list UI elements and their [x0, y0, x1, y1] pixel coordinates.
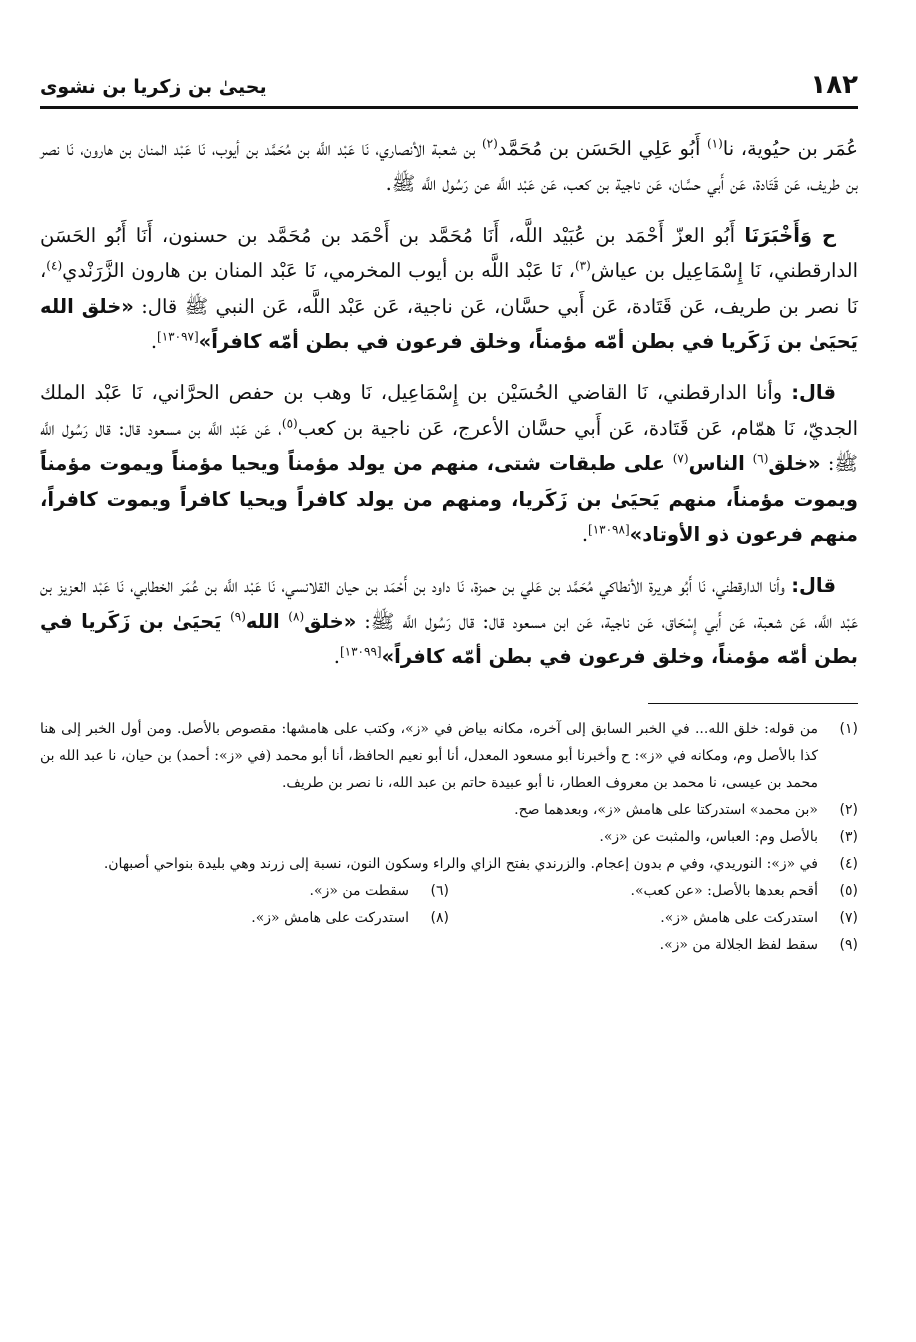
footnote-number: (٤)	[839, 855, 858, 872]
paragraph-3	[40, 375, 858, 552]
footnote-text: سقطت من «ز».	[309, 882, 409, 899]
bold-text: قال:	[791, 381, 836, 405]
footnote	[449, 905, 858, 932]
page-header	[40, 70, 858, 109]
footnote-text: «بن محمد» استدركتا على هامش «ز»، وبعدهما صح.	[514, 801, 818, 818]
footnote-text: استدركت على هامش «ز».	[660, 909, 818, 926]
running-title: يحيىٰ بن زكريا بن نشوى	[40, 76, 267, 98]
bold-text: قال:	[791, 574, 836, 598]
text-span: ، نَا نصر بن طريف، عَن قَتَادة، عَن أَبي حسَّان، عَن ناجية، عَن عَبْد اللَّه، عَن النبي ﷺ قال:	[40, 259, 858, 318]
footnote-number: (٦)	[430, 882, 449, 899]
footnote-marker: (٩)	[230, 609, 246, 624]
footnote-marker: (٧)	[672, 451, 689, 466]
footnote-number: (٧)	[839, 909, 858, 926]
footnote	[40, 878, 449, 905]
footnote-number: (٥)	[839, 882, 858, 899]
hadith-text: على طبقات شتى، منهم من يولد مؤمناً ويحيا مؤمناً ويموت مؤمناً ويموت مؤمناً، منهم يَحيَىٰ بن زَكَريا، ومنهم من يولد كافراً ويحيا كافراً ويموت كافراً، منهم فرعون ذو الأوتاد»	[40, 452, 858, 547]
main-text	[40, 131, 858, 675]
footnote-text: بالأصل وم: العباس، والمثبت عن «ز».	[599, 828, 818, 845]
book-page	[40, 70, 858, 959]
footnote-marker: (٢)	[481, 136, 498, 151]
bold-text: وَأَخْبَرَنَا	[744, 223, 812, 247]
hadith-number: [١٣٠٩٨]	[588, 522, 630, 537]
footnote-text: في «ز»: النوريدي، وفي م بدون إعجام. والزرندي بفتح الزاي والراء وسكون النون، نسبة إلى زرند وهي بليدة بنواحي أصبهان.	[103, 855, 818, 872]
footnote-marker: (١)	[706, 136, 723, 151]
text-span: عُمَر بن حيُوية، نا	[722, 137, 858, 160]
text-span: ، عَن عَبْد اللَّه بن مسعود قال: قال رَسُول اللَّه ﷺ:	[40, 416, 858, 476]
footnote-row	[40, 878, 858, 905]
paragraph-2	[40, 218, 858, 360]
hadith-text: «خلق	[304, 609, 357, 633]
footnote-marker: (٨)	[288, 609, 305, 624]
footnote	[40, 905, 449, 932]
hadith-text: يَحيَىٰ بن زَكَريا في بطن أمّه مؤمناً، وخلق فرعون في بطن أمّه كافراً»	[40, 609, 858, 669]
footnote-number: (٨)	[430, 909, 449, 926]
footnote	[40, 824, 858, 851]
paragraph-1	[40, 131, 858, 202]
footnote-row	[40, 905, 858, 932]
text-span: بن شعبة الأنصاري، نَا عَبْد اللَّه بن مُحَمَّد بن أيوب، نَا عَبْد المنان بن هارون، نَا نصر بن طريف، عَن قَتَادة، عَن أَبي حسَّان، عَن ناجية بن كعب، عَن عَبْد اللَّه عن رَسُول اللَّه ﷺ.	[40, 137, 858, 196]
page-number: ١٨٢	[810, 70, 858, 100]
footnote-divider	[648, 703, 858, 704]
text-span: .	[581, 523, 589, 547]
hadith-text: «خلق	[768, 452, 821, 476]
hadith-text: الله	[245, 609, 289, 633]
footnote-text: من قوله: خلق الله... في الخبر السابق إلى آخره، مكانه بياض في «ز»، وكتب على هامشها: مقصوص بالأصل. ومن أول الخبر إلى هنا كذا بالأصل وم، ومكانه في «ز»: ح وأخبرنا أبو مسعود المعدل، أنا أبو نعيم الحافظ، أنا أبو محمد (في «ز»: أحمد) بن حيان، نا عبد الله بن محمد بن عيسى، نا محمد بن معروف العطار، نا أبو عبيدة حاتم بن عبد الله، نا نصر بن طريف.	[40, 720, 818, 791]
footnote-marker: (٤)	[46, 258, 63, 273]
footnote-text: سقط لفظ الجلالة من «ز».	[659, 936, 818, 953]
footnote	[40, 797, 858, 824]
footnote-marker: (٣)	[574, 258, 591, 273]
footnote-text: أقحم بعدها بالأصل: «عن كعب».	[630, 882, 818, 899]
footnote-text: استدركت على هامش «ز».	[251, 909, 409, 926]
footnote	[40, 851, 858, 878]
text-span: وأنا الدارقطني، نَا القاضي الحُسَيْن بن إِسْمَاعِيل، نَا وهب بن حفص الحرَّاني، نَا عَبْد الملك الجديّ، نَا همّام، عَن قَتَادة، عَن أَبي حسَّان الأعرج، عَن ناجية بن كعب	[40, 381, 858, 440]
text-span: أَبُو عَلِي الحَسَن بن مُحَمَّد	[497, 137, 707, 160]
paragraph-4	[40, 568, 858, 674]
text-span: .	[150, 330, 158, 354]
text-span: أَبُو العزّ أَحْمَد بن عُبَيْد اللَّه، أَنَا مُحَمَّد بن أَحْمَد بن مُحَمَّد بن حسنون، أَنَا أَبُو الحَسَن الدارقطني، نَا إِسْمَاعِيل بن عياش	[40, 223, 858, 283]
footnote-number: (٢)	[839, 801, 858, 818]
hadith-text: الناس	[688, 452, 753, 476]
footnote	[449, 878, 858, 905]
footnotes	[40, 716, 858, 959]
footnote	[40, 716, 858, 797]
text-span: وأنا الدارقطني، نَا أَبُو هريرة الأنطاكي مُحَمَّد بن عَلي بن حمزة، نَا داود بن أَحْمَد بن حيان القلانسي، نَا عَبْد اللَّه بن عُمَر الخطابي، نَا عَبْد العزيز بن عَبْد اللَّه، عَن شعبة، عَن أَبي إِسْحَاق، عَن ناجية، عَن ابن مسعود قال: قال رَسُول اللَّه ﷺ:	[40, 574, 858, 633]
footnote-number: (١)	[839, 720, 858, 737]
footnote-number: (٩)	[839, 936, 858, 953]
text-span: ح	[812, 223, 836, 247]
hadith-number: [١٣٠٩٧]	[157, 329, 199, 344]
text-span: ، نَا عَبْد اللَّه بن أيوب المخرمي، نَا عَبْد المنان بن هارون الزَّرَنْدي	[62, 259, 575, 283]
hadith-text: «خلق الله يَحيَىٰ بن زَكَريا في بطن أمّه مؤمناً، وخلق فرعون في بطن أمّه كافراً»	[40, 294, 858, 354]
hadith-number: [١٣٠٩٩]	[339, 644, 382, 659]
text-span: .	[333, 645, 340, 669]
footnote-number: (٣)	[839, 828, 858, 845]
footnote-marker: (٥)	[281, 416, 298, 431]
footnote-marker: (٦)	[752, 451, 769, 466]
footnote	[40, 932, 858, 959]
